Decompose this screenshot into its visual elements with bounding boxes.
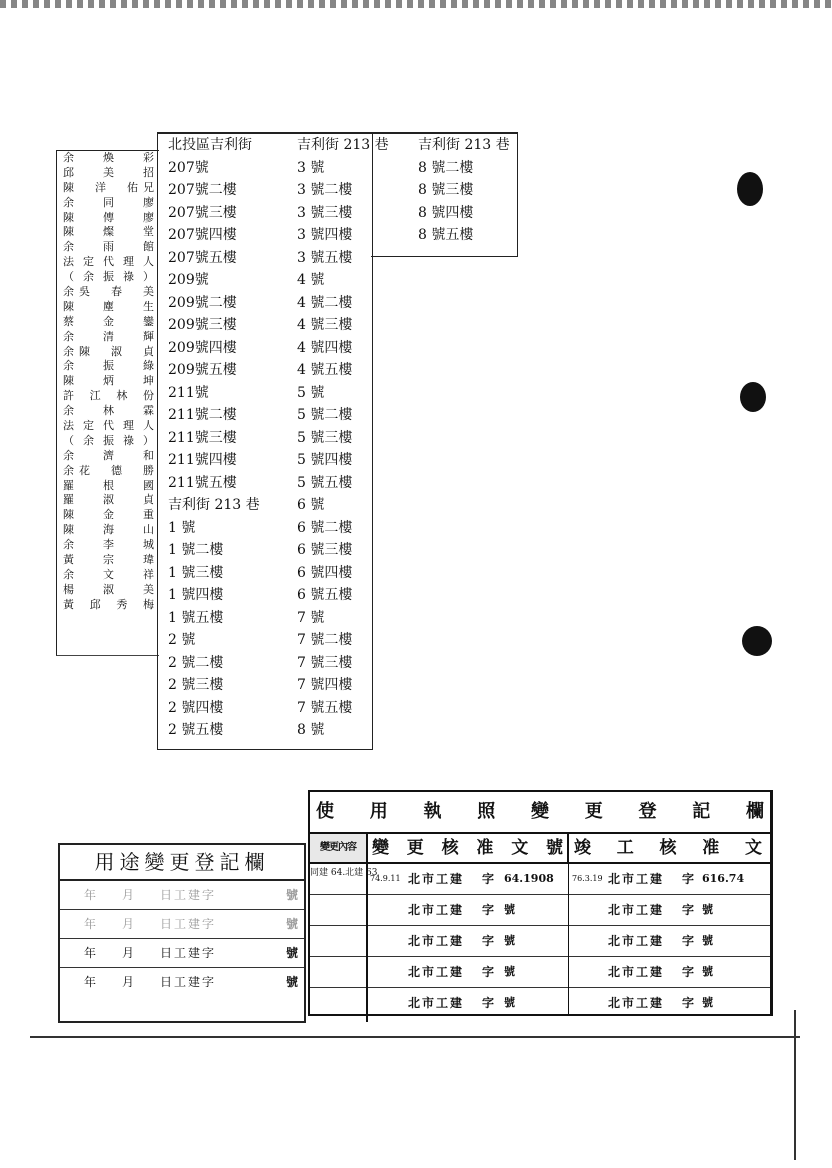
use-change-row bbox=[60, 881, 304, 910]
license-change-row bbox=[310, 895, 770, 926]
owner-name: 陳 洋 佑兄 bbox=[63, 180, 155, 194]
owner-name: 余花 德 勝 bbox=[63, 463, 155, 477]
address-column-3 bbox=[418, 134, 510, 247]
address-entry: 8 號五樓 bbox=[418, 227, 474, 243]
address-column-1 bbox=[168, 134, 260, 742]
punch-hole-mark bbox=[742, 626, 772, 656]
license-num2: 號 bbox=[702, 996, 713, 1009]
owner-name: 陳 傳 廖 bbox=[63, 210, 155, 224]
address-entry: 6 號二樓 bbox=[297, 519, 353, 536]
address-entry: 207號五樓 bbox=[168, 249, 237, 266]
license-char2: 字 bbox=[682, 996, 697, 1010]
address-entry: 5 號五樓 bbox=[297, 474, 353, 491]
address-entry: 211號五樓 bbox=[168, 474, 237, 491]
address-entry: 8 號四樓 bbox=[418, 204, 474, 221]
address-column-2 bbox=[297, 134, 389, 742]
license-divider bbox=[568, 832, 569, 1014]
license-complete: 北市工建 bbox=[608, 996, 665, 1010]
use-change-suffix: 號 bbox=[285, 888, 298, 902]
use-change-year: 年 bbox=[84, 888, 97, 902]
address-entry: 5 號三樓 bbox=[297, 429, 353, 446]
owner-name: 邱 美 招 bbox=[63, 165, 155, 179]
owner-name: 余 煥 彩 bbox=[63, 151, 155, 164]
use-change-month: 月 bbox=[122, 917, 135, 931]
punch-hole-mark bbox=[740, 382, 766, 412]
owner-name: 余 振 綠 bbox=[63, 359, 155, 373]
address-entry: 7 號五樓 bbox=[297, 699, 353, 716]
license-num1: 64.1908 bbox=[504, 872, 554, 885]
owner-name: 余 同 廖 bbox=[63, 195, 155, 209]
address-entry: 6 號五樓 bbox=[297, 587, 353, 603]
license-char2: 字 bbox=[682, 965, 697, 979]
address-entry: 211號四樓 bbox=[168, 452, 237, 468]
license-char1: 字 bbox=[482, 872, 497, 886]
license-date1: 74.9.11 bbox=[370, 874, 401, 883]
address-entry: 5 號二樓 bbox=[297, 407, 353, 423]
owner-name: 余 濟 和 bbox=[63, 448, 155, 462]
address-entry: 1 號 bbox=[168, 519, 196, 536]
use-change-year: 年 bbox=[84, 946, 97, 960]
owner-name: 楊 淑 美 bbox=[63, 582, 155, 596]
owner-name: 余陳 淑 貞 bbox=[63, 344, 155, 358]
license-num1: 號 bbox=[504, 934, 515, 947]
address-entry: 4 號四樓 bbox=[297, 339, 353, 356]
license-num1: 號 bbox=[504, 965, 515, 978]
license-approve: 北市工建 bbox=[408, 872, 465, 886]
page-edge-line bbox=[794, 1010, 796, 1160]
use-change-prefix: 日工建字 bbox=[160, 946, 217, 960]
license-num2: 616.74 bbox=[702, 872, 745, 885]
address-entry: 7 號四樓 bbox=[297, 677, 353, 693]
use-change-year: 年 bbox=[84, 975, 97, 989]
license-complete: 北市工建 bbox=[608, 903, 665, 917]
address-entry: 6 號四樓 bbox=[297, 564, 353, 581]
license-char1: 字 bbox=[482, 996, 497, 1010]
use-change-row bbox=[60, 968, 304, 996]
address-entry: 3 號四樓 bbox=[297, 227, 353, 243]
address-entry: 4 號 bbox=[297, 272, 325, 288]
owner-name: 余吳 春 美 bbox=[63, 285, 155, 299]
header-change-content: 變更內容 bbox=[310, 834, 368, 862]
owner-name: 法定代理人 bbox=[63, 255, 155, 269]
license-complete: 北市工建 bbox=[608, 872, 665, 886]
use-change-year: 年 bbox=[84, 917, 97, 931]
address-entry: 6 號 bbox=[297, 497, 325, 513]
address-entry: 209號 bbox=[168, 272, 209, 288]
address-entry: 5 號 bbox=[297, 384, 325, 401]
header-completion-approval: 竣工核准文 bbox=[574, 838, 762, 858]
license-approve: 北市工建 bbox=[408, 996, 465, 1010]
license-approve: 北市工建 bbox=[408, 903, 465, 917]
address-entry: 3 號三樓 bbox=[297, 204, 353, 221]
address-entry: 4 號三樓 bbox=[297, 317, 353, 333]
address-entry: 3 號五樓 bbox=[297, 249, 353, 266]
use-change-row bbox=[60, 910, 304, 939]
address-entry: 北投區吉利街 bbox=[168, 137, 252, 153]
address-entry: 4 號五樓 bbox=[297, 362, 353, 378]
owner-name: 羅 根 國 bbox=[63, 478, 155, 492]
license-change-title: 使 用 執 照 變 更 登 記 欄 bbox=[310, 792, 770, 834]
address-entry: 2 號五樓 bbox=[168, 722, 224, 738]
scan-noise-strip bbox=[0, 0, 832, 8]
use-change-register bbox=[58, 843, 306, 1023]
address-entry: 2 號四樓 bbox=[168, 699, 224, 716]
license-num2: 號 bbox=[702, 934, 713, 947]
address-entry: 209號二樓 bbox=[168, 294, 237, 311]
use-change-suffix: 號 bbox=[285, 917, 298, 931]
owner-name: （余振祿） bbox=[63, 270, 155, 284]
address-entry: 1 號四樓 bbox=[168, 587, 224, 603]
license-date2: 76.3.19 bbox=[572, 874, 603, 883]
license-approve: 北市工建 bbox=[408, 965, 465, 979]
license-content: 同建 64.北建 63 bbox=[310, 864, 368, 898]
use-change-title: 用途變更登記欄 bbox=[60, 845, 304, 881]
use-change-row bbox=[60, 939, 304, 968]
address-entry: 8 號三樓 bbox=[418, 182, 474, 198]
address-entry: 8 號二樓 bbox=[418, 159, 474, 176]
license-content bbox=[310, 926, 368, 960]
address-entry: 211號三樓 bbox=[168, 429, 237, 446]
license-change-row bbox=[310, 957, 770, 988]
address-entry: 1 號三樓 bbox=[168, 564, 224, 581]
owner-name: 黃 宗 瑋 bbox=[63, 553, 155, 567]
address-entry: 吉利街 213 巷 bbox=[418, 137, 510, 153]
license-change-row bbox=[310, 864, 770, 895]
use-change-prefix: 日工建字 bbox=[160, 917, 217, 931]
address-entry: 6 號三樓 bbox=[297, 542, 353, 558]
license-char2: 字 bbox=[682, 872, 697, 886]
owner-name: 余 李 城 bbox=[63, 538, 155, 552]
address-entry: 211號 bbox=[168, 384, 209, 401]
use-change-month: 月 bbox=[122, 888, 135, 902]
address-entry: 207號二樓 bbox=[168, 182, 237, 198]
owner-name: 陳 塵 生 bbox=[63, 299, 155, 313]
address-entry: 吉利街 213 巷 bbox=[168, 497, 260, 513]
license-num1: 號 bbox=[504, 996, 515, 1009]
address-entry: 209號三樓 bbox=[168, 317, 237, 333]
owner-name: 余 清 輝 bbox=[63, 329, 155, 343]
address-entry: 5 號四樓 bbox=[297, 452, 353, 468]
owner-name: 法定代理人 bbox=[63, 419, 155, 433]
use-change-suffix: 號 bbox=[285, 975, 298, 989]
address-entry: 3 號二樓 bbox=[297, 182, 353, 198]
address-entry: 1 號五樓 bbox=[168, 609, 224, 626]
license-char1: 字 bbox=[482, 965, 497, 979]
owner-name: 蔡 金 鑾 bbox=[63, 314, 155, 328]
license-change-row bbox=[310, 926, 770, 957]
owner-name: （余振祿） bbox=[63, 433, 155, 447]
license-change-row bbox=[310, 988, 770, 1018]
license-char1: 字 bbox=[482, 934, 497, 948]
owner-name: 羅 淑 貞 bbox=[63, 493, 155, 507]
address-entry: 209號四樓 bbox=[168, 339, 237, 356]
license-num2: 號 bbox=[702, 965, 713, 978]
owner-name: 余 雨 館 bbox=[63, 240, 155, 254]
owner-name: 余 文 祥 bbox=[63, 567, 155, 581]
license-complete: 北市工建 bbox=[608, 934, 665, 948]
owner-name: 陳 燦 堂 bbox=[63, 225, 155, 239]
license-change-register bbox=[308, 790, 773, 1016]
address-entry: 207號 bbox=[168, 159, 209, 176]
address-entry: 7 號 bbox=[297, 609, 325, 626]
address-entry: 207號四樓 bbox=[168, 227, 237, 243]
use-change-prefix: 日工建字 bbox=[160, 975, 217, 989]
address-entry: 207號三樓 bbox=[168, 204, 237, 221]
license-char2: 字 bbox=[682, 903, 697, 917]
license-approve: 北市工建 bbox=[408, 934, 465, 948]
license-content bbox=[310, 895, 368, 929]
license-complete: 北市工建 bbox=[608, 965, 665, 979]
address-entry: 4 號二樓 bbox=[297, 294, 353, 311]
address-entry: 8 號 bbox=[297, 722, 325, 738]
page-edge-line bbox=[30, 1036, 800, 1038]
address-entry: 209號五樓 bbox=[168, 362, 237, 378]
owner-name: 陳 炳 坤 bbox=[63, 374, 155, 388]
license-content bbox=[310, 988, 368, 1022]
use-change-suffix: 號 bbox=[285, 946, 298, 960]
use-change-month: 月 bbox=[122, 946, 135, 960]
owner-name: 余 林 霖 bbox=[63, 404, 155, 418]
use-change-prefix: 日工建字 bbox=[160, 888, 217, 902]
owner-name-list bbox=[56, 150, 159, 656]
address-entry: 7 號二樓 bbox=[297, 632, 353, 648]
license-content bbox=[310, 957, 368, 991]
use-change-month: 月 bbox=[122, 975, 135, 989]
owner-name: 許 江 林 份 bbox=[63, 389, 155, 403]
license-num1: 號 bbox=[504, 903, 515, 916]
address-entry: 211號二樓 bbox=[168, 407, 237, 423]
punch-hole-mark bbox=[737, 172, 763, 206]
header-change-approval: 變更核准文號 bbox=[368, 834, 568, 862]
license-char2: 字 bbox=[682, 934, 697, 948]
address-entry: 3 號 bbox=[297, 159, 325, 176]
address-entry: 1 號二樓 bbox=[168, 542, 224, 558]
address-entry: 2 號三樓 bbox=[168, 677, 224, 693]
license-char1: 字 bbox=[482, 903, 497, 917]
license-change-header bbox=[310, 834, 770, 864]
license-num2: 號 bbox=[702, 903, 713, 916]
address-entry: 吉利街 213 巷 bbox=[297, 137, 389, 153]
owner-name: 陳 金 重 bbox=[63, 508, 155, 522]
address-entry: 2 號 bbox=[168, 632, 196, 648]
owner-name: 黃 邱 秀 梅 bbox=[63, 597, 155, 611]
address-entry: 2 號二樓 bbox=[168, 654, 224, 671]
owner-name: 陳 海 山 bbox=[63, 523, 155, 537]
address-entry: 7 號三樓 bbox=[297, 654, 353, 671]
